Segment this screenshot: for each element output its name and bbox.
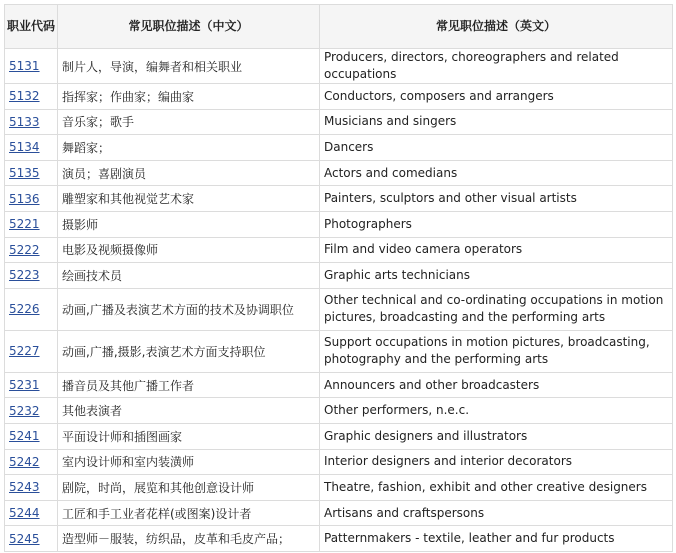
- code-cell: [5, 109, 58, 135]
- occupation-code-link[interactable]: 5241: [9, 429, 40, 444]
- english-description-cell: Support occupations in motion pictures, broadcasting, photography and the performing arts: [320, 330, 673, 372]
- occupation-code-link[interactable]: 5133: [9, 114, 40, 129]
- table-row: [5, 423, 673, 449]
- code-cell: [5, 330, 58, 372]
- english-description-cell: Announcers and other broadcasters: [320, 372, 673, 398]
- chinese-description-cell: 绘画技术员: [58, 263, 320, 289]
- english-description-cell: Artisans and craftspersons: [320, 500, 673, 526]
- occupation-code-link[interactable]: 5242: [9, 454, 40, 469]
- header-description-chinese: 常见职位描述（中文）: [58, 5, 320, 49]
- code-cell: [5, 211, 58, 237]
- table-row: [5, 475, 673, 501]
- table-row: [5, 330, 673, 372]
- code-cell: [5, 237, 58, 263]
- code-cell: [5, 49, 58, 84]
- occupation-code-link[interactable]: 5134: [9, 140, 40, 155]
- table-row: [5, 211, 673, 237]
- table-header-row: [5, 5, 673, 49]
- english-description-cell: Graphic designers and illustrators: [320, 423, 673, 449]
- table-row: [5, 84, 673, 110]
- english-description-cell: Graphic arts technicians: [320, 263, 673, 289]
- table-row: [5, 263, 673, 289]
- table-row: [5, 288, 673, 330]
- table-row: [5, 160, 673, 186]
- english-description-cell: Theatre, fashion, exhibit and other creative designers: [320, 475, 673, 501]
- chinese-description-cell: 剧院，时尚，展览和其他创意设计师: [58, 475, 320, 501]
- english-description-cell: Film and video camera operators: [320, 237, 673, 263]
- code-cell: [5, 288, 58, 330]
- occupation-code-link[interactable]: 5244: [9, 506, 40, 521]
- header-occupation-code: 职业代码: [5, 5, 58, 49]
- chinese-description-cell: 播音员及其他广播工作者: [58, 372, 320, 398]
- table-row: [5, 109, 673, 135]
- occupation-code-link[interactable]: 5222: [9, 242, 40, 257]
- table-row: [5, 500, 673, 526]
- english-description-cell: Patternmakers - textile, leather and fur products: [320, 526, 673, 552]
- chinese-description-cell: 平面设计师和插图画家: [58, 423, 320, 449]
- table-row: [5, 526, 673, 552]
- chinese-description-cell: 演员；喜剧演员: [58, 160, 320, 186]
- english-description-cell: Conductors, composers and arrangers: [320, 84, 673, 110]
- chinese-description-cell: 工匠和手工业者花样(或图案)设计者: [58, 500, 320, 526]
- occupation-code-link[interactable]: 5223: [9, 268, 40, 283]
- code-cell: [5, 160, 58, 186]
- code-cell: [5, 423, 58, 449]
- code-cell: [5, 449, 58, 475]
- occupation-code-link[interactable]: 5131: [9, 59, 40, 73]
- english-description-cell: Producers, directors, choreographers and related occupations: [320, 49, 673, 84]
- chinese-description-cell: 制片人，导演，编舞者和相关职业: [58, 49, 320, 84]
- english-description-cell: Dancers: [320, 135, 673, 161]
- table-row: [5, 398, 673, 424]
- occupation-code-link[interactable]: 5232: [9, 403, 40, 418]
- table-row: [5, 449, 673, 475]
- chinese-description-cell: 指挥家；作曲家；编曲家: [58, 84, 320, 110]
- occupation-code-link[interactable]: 5243: [9, 480, 40, 495]
- code-cell: [5, 186, 58, 212]
- code-cell: [5, 500, 58, 526]
- chinese-description-cell: 电影及视频摄像师: [58, 237, 320, 263]
- occupation-code-link[interactable]: 5221: [9, 217, 40, 232]
- chinese-description-cell: 雕塑家和其他视觉艺术家: [58, 186, 320, 212]
- chinese-description-cell: 舞蹈家；: [58, 135, 320, 161]
- code-cell: [5, 84, 58, 110]
- chinese-description-cell: 其他表演者: [58, 398, 320, 424]
- table-row: [5, 135, 673, 161]
- occupation-code-link[interactable]: 5245: [9, 531, 40, 546]
- chinese-description-cell: 摄影师: [58, 211, 320, 237]
- header-description-english: 常见职位描述（英文）: [320, 5, 673, 49]
- code-cell: [5, 135, 58, 161]
- english-description-cell: Other technical and co-ordinating occupations in motion pictures, broadcasting and the performing arts: [320, 288, 673, 330]
- code-cell: [5, 526, 58, 552]
- occupation-code-link[interactable]: 5136: [9, 191, 40, 206]
- occupation-code-link[interactable]: 5226: [9, 302, 40, 317]
- english-description-cell: Actors and comedians: [320, 160, 673, 186]
- occupation-table: [4, 4, 673, 552]
- chinese-description-cell: 动画,广播及表演艺术方面的技术及协调职位: [58, 288, 320, 330]
- table-row: [5, 372, 673, 398]
- english-description-cell: Musicians and singers: [320, 109, 673, 135]
- table-row: [5, 49, 673, 84]
- table-row: [5, 186, 673, 212]
- chinese-description-cell: 音乐家；歌手: [58, 109, 320, 135]
- code-cell: [5, 475, 58, 501]
- chinese-description-cell: 动画,广播,摄影,表演艺术方面支持职位: [58, 330, 320, 372]
- english-description-cell: Other performers, n.e.c.: [320, 398, 673, 424]
- english-description-cell: Painters, sculptors and other visual artists: [320, 186, 673, 212]
- chinese-description-cell: 造型师－服装，纺织品，皮革和毛皮产品；: [58, 526, 320, 552]
- table-row: [5, 237, 673, 263]
- code-cell: [5, 263, 58, 289]
- occupation-code-link[interactable]: 5135: [9, 166, 40, 181]
- occupation-code-link[interactable]: 5231: [9, 378, 40, 393]
- occupation-code-link[interactable]: 5132: [9, 89, 40, 104]
- code-cell: [5, 372, 58, 398]
- chinese-description-cell: 室内设计师和室内装潢师: [58, 449, 320, 475]
- occupation-code-link[interactable]: 5227: [9, 344, 40, 359]
- english-description-cell: Interior designers and interior decorators: [320, 449, 673, 475]
- english-description-cell: Photographers: [320, 211, 673, 237]
- code-cell: [5, 398, 58, 424]
